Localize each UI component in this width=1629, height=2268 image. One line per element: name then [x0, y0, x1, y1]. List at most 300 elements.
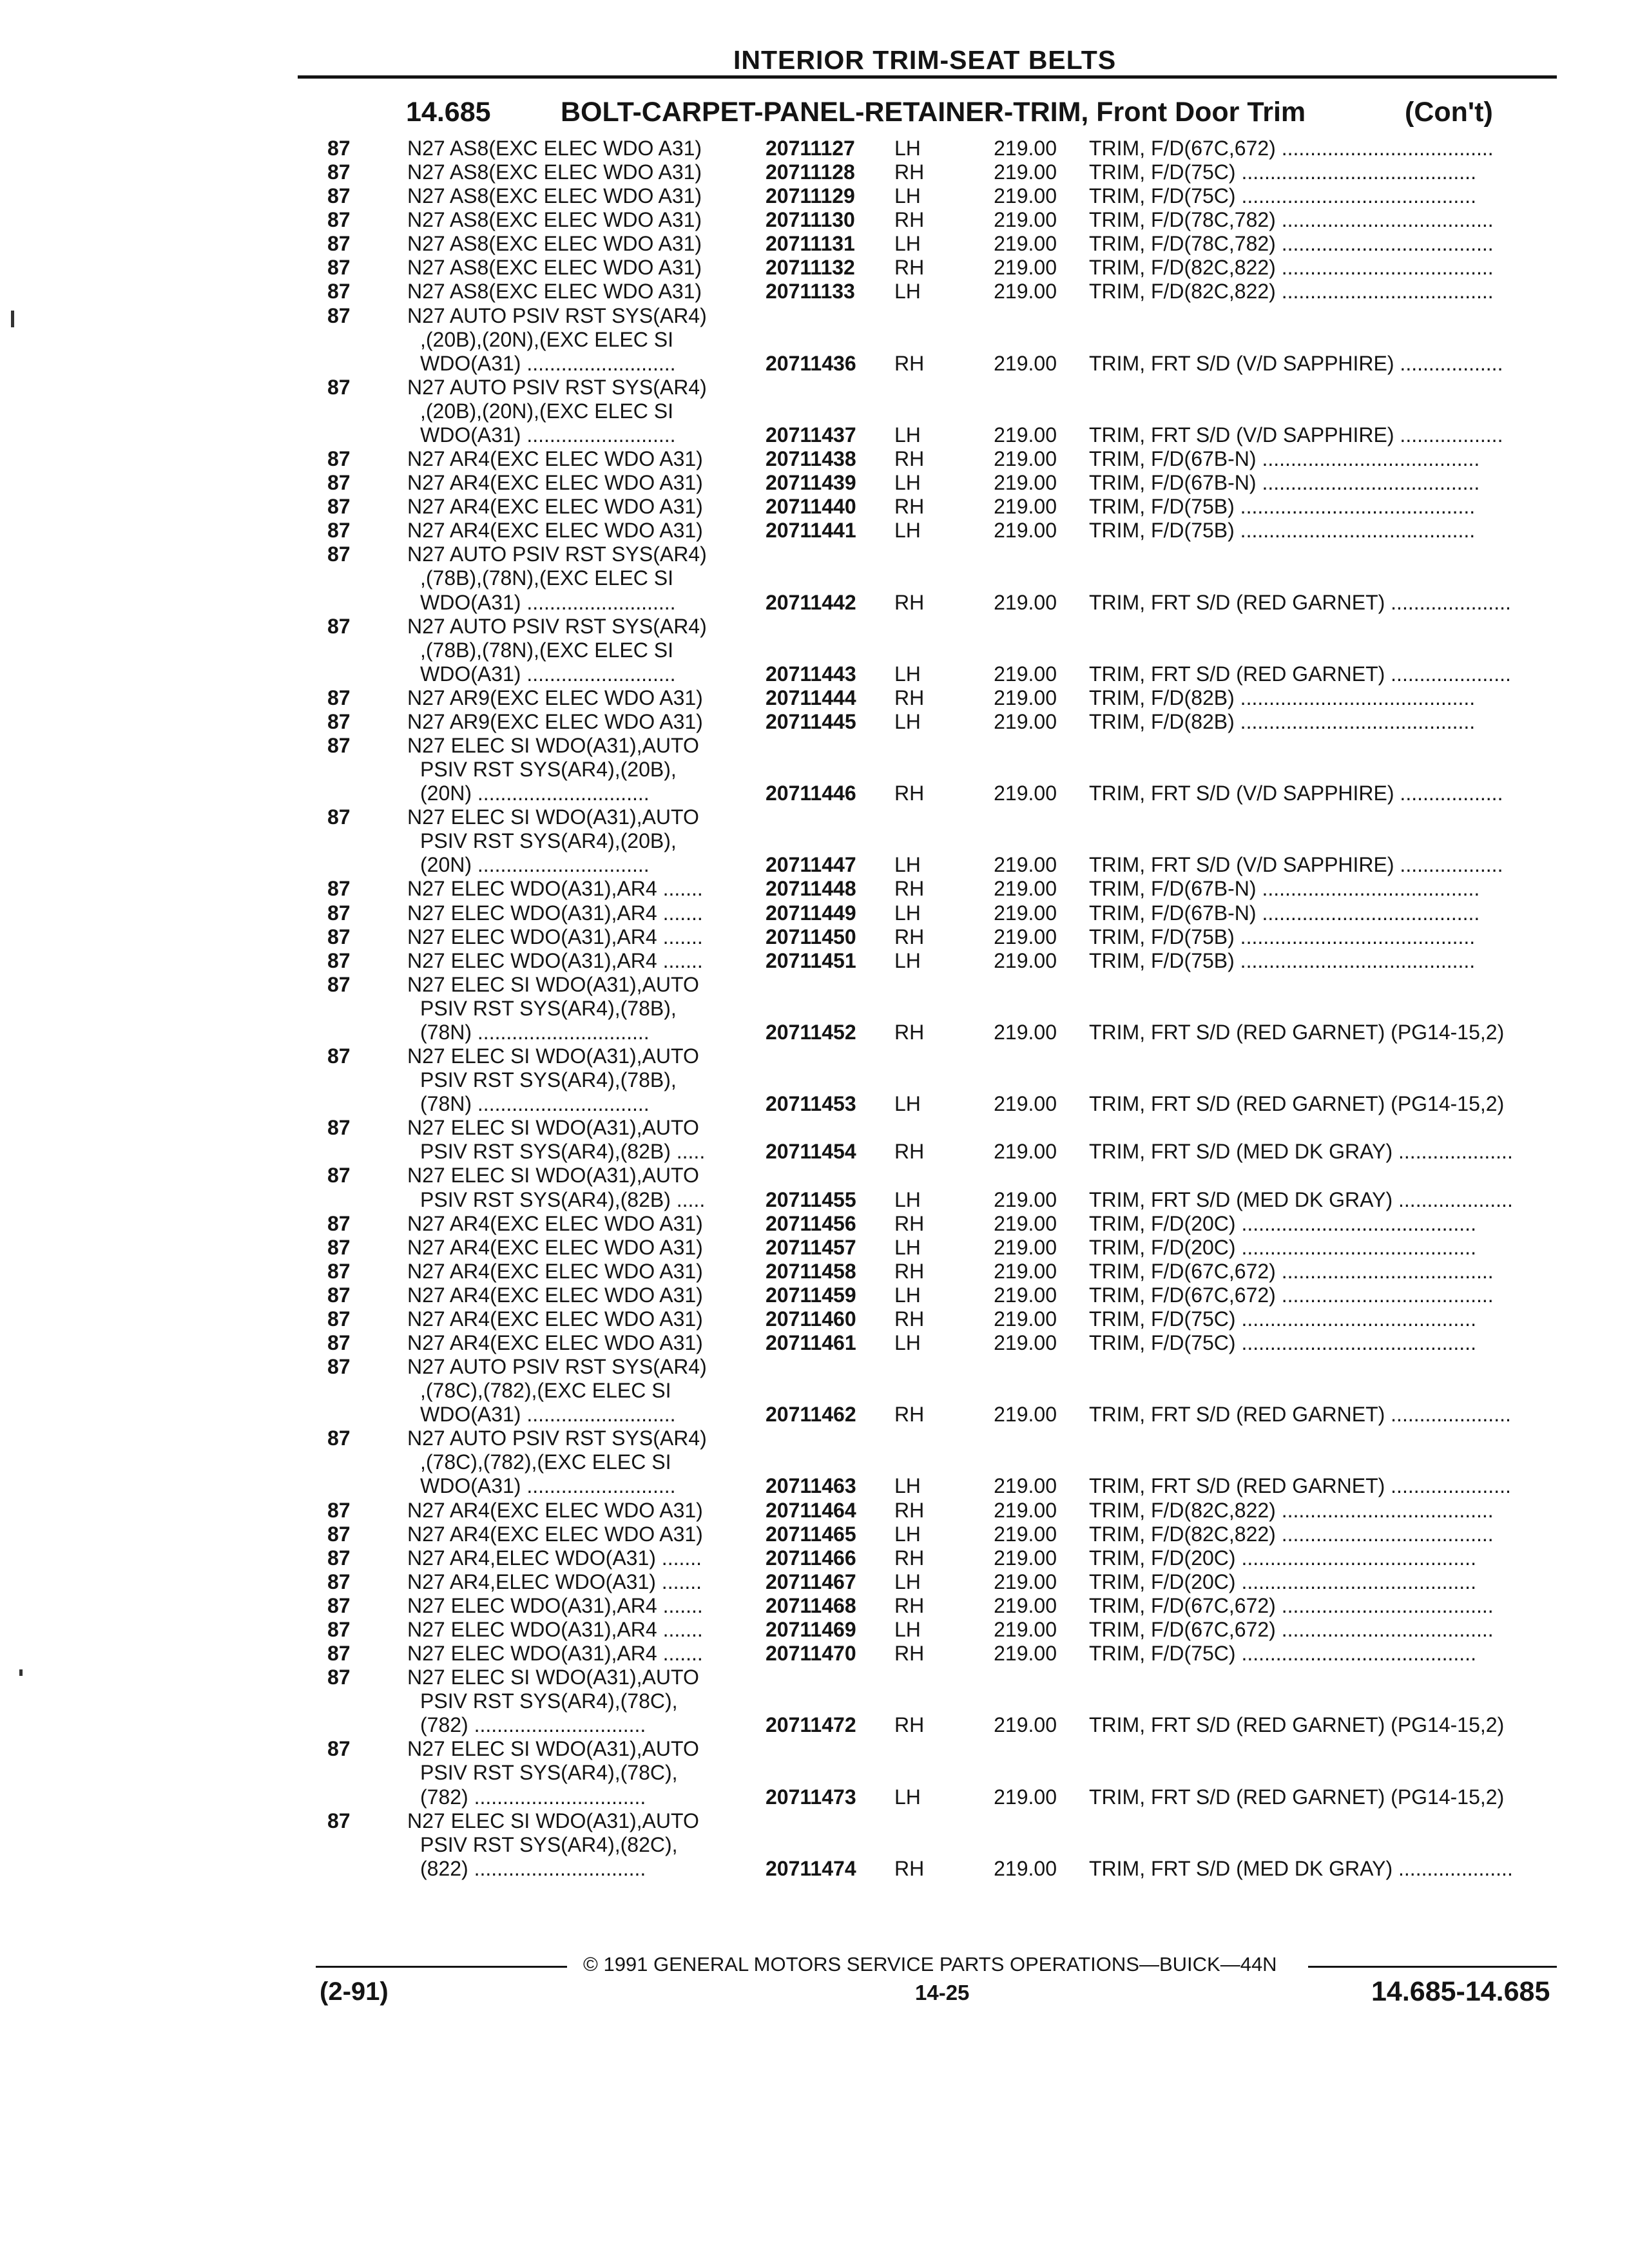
- row-description: PSIV RST SYS(AR4),(20B),: [420, 829, 677, 853]
- row-group-number: 87: [327, 1498, 351, 1522]
- row-part-number: 20711466: [766, 1546, 856, 1570]
- table-row: [0, 1761, 1629, 1785]
- row-description: N27 AR9(EXC ELEC WDO A31): [407, 686, 703, 709]
- row-group-number: 87: [327, 1737, 351, 1761]
- table-row: [0, 639, 1629, 662]
- row-price: 219.00: [994, 1856, 1057, 1880]
- row-trim-description: TRIM, F/D(67C,672) .....................................: [1089, 1617, 1494, 1641]
- row-side: LH: [894, 1522, 921, 1546]
- row-description: PSIV RST SYS(AR4),(78C),: [420, 1689, 678, 1713]
- row-description: PSIV RST SYS(AR4),(82C),: [420, 1832, 678, 1856]
- row-description: N27 ELEC SI WDO(A31),AUTO: [407, 734, 699, 757]
- row-side: LH: [894, 1187, 921, 1211]
- table-row: [0, 1666, 1629, 1689]
- table-row: [0, 1140, 1629, 1164]
- row-description: N27 AR4(EXC ELEC WDO A31): [407, 519, 703, 543]
- row-description: N27 AS8(EXC ELEC WDO A31): [407, 184, 702, 208]
- row-side: RH: [894, 590, 925, 614]
- row-part-number: 20711443: [766, 662, 856, 686]
- row-trim-description: TRIM, F/D(78C,782) .....................................: [1089, 208, 1494, 232]
- row-trim-description: TRIM, FRT S/D (V/D SAPPHIRE) ..................: [1089, 853, 1503, 877]
- table-row: [0, 1857, 1629, 1881]
- row-side: LH: [894, 948, 921, 972]
- section-number: 14.685: [406, 97, 491, 128]
- row-part-number: 20711470: [766, 1642, 856, 1666]
- row-group-number: 87: [327, 447, 351, 471]
- row-side: LH: [894, 1092, 921, 1116]
- table-row: [0, 1642, 1629, 1666]
- row-group-number: 87: [327, 1235, 351, 1259]
- table-row: [0, 901, 1629, 925]
- row-price: 219.00: [994, 709, 1057, 733]
- table-row: [0, 949, 1629, 973]
- table-row: [0, 805, 1629, 829]
- row-group-number: 87: [327, 972, 351, 996]
- row-trim-description: TRIM, F/D(20C) .........................................: [1089, 1570, 1476, 1593]
- row-description: N27 AR4(EXC ELEC WDO A31): [407, 1522, 703, 1546]
- table-row: [0, 1523, 1629, 1546]
- row-side: RH: [894, 1403, 925, 1427]
- row-part-number: 20711450: [766, 925, 856, 948]
- row-group-number: 87: [327, 303, 351, 327]
- row-trim-description: TRIM, F/D(78C,782) .....................................: [1089, 232, 1494, 256]
- row-part-number: 20711452: [766, 1020, 856, 1044]
- row-description: PSIV RST SYS(AR4),(20B),: [420, 758, 677, 782]
- row-trim-description: TRIM, F/D(67C,672) .....................................: [1089, 1283, 1494, 1307]
- row-trim-description: TRIM, FRT S/D (MED DK GRAY) ....................: [1089, 1856, 1513, 1880]
- row-group-number: 87: [327, 184, 351, 208]
- row-side: RH: [894, 351, 925, 375]
- row-side: LH: [894, 471, 921, 495]
- row-trim-description: TRIM, F/D(82C,822) .....................................: [1089, 1522, 1494, 1546]
- row-group-number: 87: [327, 160, 351, 184]
- row-description: ,(20B),(20N),(EXC ELEC SI: [420, 399, 673, 423]
- row-group-number: 87: [327, 877, 351, 901]
- row-trim-description: TRIM, F/D(67B-N) ......................................: [1089, 447, 1480, 471]
- row-part-number: 20711132: [766, 256, 855, 280]
- row-side: RH: [894, 1211, 925, 1235]
- row-trim-description: TRIM, F/D(75C) .........................................: [1089, 1331, 1476, 1354]
- row-part-number: 20711442: [766, 590, 856, 614]
- table-row: [0, 997, 1629, 1021]
- row-trim-description: TRIM, F/D(67C,672) .....................................: [1089, 1259, 1494, 1283]
- row-part-number: 20711131: [766, 232, 855, 256]
- row-price: 219.00: [994, 1713, 1057, 1737]
- row-price: 219.00: [994, 137, 1057, 160]
- row-group-number: 87: [327, 1427, 351, 1450]
- row-description: PSIV RST SYS(AR4),(78B),: [420, 1068, 677, 1092]
- table-row: [0, 973, 1629, 997]
- table-row: [0, 591, 1629, 615]
- row-side: LH: [894, 519, 921, 543]
- row-trim-description: TRIM, F/D(20C) .........................................: [1089, 1546, 1476, 1570]
- row-price: 219.00: [994, 782, 1057, 805]
- table-row: [0, 447, 1629, 471]
- row-price: 219.00: [994, 1570, 1057, 1593]
- scan-mark: [11, 311, 14, 327]
- row-price: 219.00: [994, 232, 1057, 256]
- row-price: 219.00: [994, 160, 1057, 184]
- row-side: RH: [894, 1713, 925, 1737]
- row-part-number: 20711459: [766, 1283, 856, 1307]
- row-part-number: 20711472: [766, 1713, 856, 1737]
- table-row: [0, 471, 1629, 495]
- row-price: 219.00: [994, 1331, 1057, 1354]
- row-group-number: 87: [327, 495, 351, 519]
- row-description: N27 ELEC SI WDO(A31),AUTO: [407, 1809, 699, 1832]
- row-description: N27 AR4(EXC ELEC WDO A31): [407, 1235, 703, 1259]
- table-row: [0, 543, 1629, 566]
- row-group-number: 87: [327, 280, 351, 303]
- row-side: LH: [894, 1474, 921, 1498]
- row-part-number: 20711446: [766, 782, 856, 805]
- row-description: (782) ..............................: [420, 1713, 646, 1737]
- row-price: 219.00: [994, 351, 1057, 375]
- table-row: [0, 352, 1629, 376]
- row-trim-description: TRIM, F/D(20C) .........................................: [1089, 1235, 1476, 1259]
- table-row: [0, 734, 1629, 758]
- row-description: N27 ELEC WDO(A31),AR4 .......: [407, 925, 703, 948]
- row-description: N27 AUTO PSIV RST SYS(AR4): [407, 303, 707, 327]
- row-price: 219.00: [994, 1259, 1057, 1283]
- row-price: 219.00: [994, 1235, 1057, 1259]
- row-side: LH: [894, 853, 921, 877]
- row-part-number: 20711127: [766, 137, 855, 160]
- row-description: N27 ELEC SI WDO(A31),AUTO: [407, 1164, 699, 1187]
- row-description: WDO(A31) ..........................: [420, 590, 676, 614]
- row-description: N27 AS8(EXC ELEC WDO A31): [407, 232, 702, 256]
- row-side: RH: [894, 1856, 925, 1880]
- row-side: LH: [894, 1235, 921, 1259]
- row-description: N27 AS8(EXC ELEC WDO A31): [407, 256, 702, 280]
- row-trim-description: TRIM, FRT S/D (RED GARNET) (PG14-15,2): [1089, 1092, 1505, 1116]
- row-side: RH: [894, 1498, 925, 1522]
- table-row: [0, 1546, 1629, 1570]
- row-trim-description: TRIM, FRT S/D (MED DK GRAY) ....................: [1089, 1187, 1513, 1211]
- row-description: N27 AR4(EXC ELEC WDO A31): [407, 1331, 703, 1354]
- row-part-number: 20711461: [766, 1331, 856, 1354]
- table-row: [0, 853, 1629, 877]
- row-price: 219.00: [994, 925, 1057, 948]
- row-trim-description: TRIM, F/D(75C) .........................................: [1089, 1642, 1476, 1666]
- row-side: RH: [894, 1593, 925, 1617]
- row-part-number: 20711439: [766, 471, 856, 495]
- row-part-number: 20711474: [766, 1856, 856, 1880]
- row-group-number: 87: [327, 1522, 351, 1546]
- row-part-number: 20711454: [766, 1140, 856, 1164]
- row-price: 219.00: [994, 1283, 1057, 1307]
- row-trim-description: TRIM, F/D(82B) .........................................: [1089, 686, 1476, 709]
- row-description: WDO(A31) ..........................: [420, 662, 676, 686]
- row-price: 219.00: [994, 1187, 1057, 1211]
- row-group-number: 87: [327, 1331, 351, 1354]
- table-row: [0, 495, 1629, 519]
- row-price: 219.00: [994, 662, 1057, 686]
- row-price: 219.00: [994, 948, 1057, 972]
- row-group-number: 87: [327, 208, 351, 232]
- row-part-number: 20711444: [766, 686, 856, 709]
- row-side: RH: [894, 208, 925, 232]
- row-description: N27 ELEC SI WDO(A31),AUTO: [407, 805, 699, 829]
- table-row: [0, 1403, 1629, 1427]
- table-row: [0, 1499, 1629, 1523]
- row-description: N27 AUTO PSIV RST SYS(AR4): [407, 543, 707, 566]
- row-trim-description: TRIM, F/D(20C) .........................................: [1089, 1211, 1476, 1235]
- table-row: [0, 1116, 1629, 1140]
- row-description: N27 ELEC WDO(A31),AR4 .......: [407, 1642, 703, 1666]
- row-trim-description: TRIM, F/D(67B-N) ......................................: [1089, 877, 1480, 901]
- row-part-number: 20711445: [766, 709, 856, 733]
- row-trim-description: TRIM, FRT S/D (MED DK GRAY) ....................: [1089, 1140, 1513, 1164]
- row-trim-description: TRIM, FRT S/D (RED GARNET) .....................: [1089, 1403, 1511, 1427]
- row-group-number: 87: [327, 1666, 351, 1689]
- row-price: 219.00: [994, 519, 1057, 543]
- row-description: N27 ELEC SI WDO(A31),AUTO: [407, 972, 699, 996]
- row-trim-description: TRIM, FRT S/D (RED GARNET) (PG14-15,2): [1089, 1785, 1505, 1809]
- row-trim-description: TRIM, FRT S/D (RED GARNET) .....................: [1089, 1474, 1511, 1498]
- row-description: N27 ELEC WDO(A31),AR4 .......: [407, 901, 703, 925]
- row-description: N27 AR4(EXC ELEC WDO A31): [407, 1211, 703, 1235]
- row-trim-description: TRIM, F/D(82C,822) .....................................: [1089, 1498, 1494, 1522]
- row-group-number: 87: [327, 1283, 351, 1307]
- table-row: [0, 1689, 1629, 1713]
- row-group-number: 87: [327, 1642, 351, 1666]
- row-side: RH: [894, 1546, 925, 1570]
- row-price: 219.00: [994, 1092, 1057, 1116]
- row-side: RH: [894, 1140, 925, 1164]
- row-description: PSIV RST SYS(AR4),(78C),: [420, 1761, 678, 1785]
- row-group-number: 87: [327, 1355, 351, 1379]
- row-price: 219.00: [994, 1211, 1057, 1235]
- row-group-number: 87: [327, 1259, 351, 1283]
- row-price: 219.00: [994, 590, 1057, 614]
- row-price: 219.00: [994, 208, 1057, 232]
- row-price: 219.00: [994, 853, 1057, 877]
- row-description: (20N) ..............................: [420, 782, 650, 805]
- table-row: [0, 877, 1629, 901]
- row-group-number: 87: [327, 734, 351, 757]
- row-description: ,(20B),(20N),(EXC ELEC SI: [420, 327, 673, 351]
- table-row: [0, 1307, 1629, 1331]
- table-row: [0, 662, 1629, 686]
- row-trim-description: TRIM, F/D(82C,822) .....................................: [1089, 256, 1494, 280]
- table-row: [0, 160, 1629, 184]
- row-description: (20N) ..............................: [420, 853, 650, 877]
- row-description: N27 AUTO PSIV RST SYS(AR4): [407, 1355, 707, 1379]
- row-group-number: 87: [327, 1617, 351, 1641]
- row-side: RH: [894, 1642, 925, 1666]
- row-side: LH: [894, 709, 921, 733]
- row-description: N27 AR4(EXC ELEC WDO A31): [407, 495, 703, 519]
- row-part-number: 20711130: [766, 208, 855, 232]
- row-part-number: 20711464: [766, 1498, 856, 1522]
- table-row: [0, 1594, 1629, 1618]
- table-row: [0, 1785, 1629, 1809]
- row-part-number: 20711467: [766, 1570, 856, 1593]
- row-trim-description: TRIM, FRT S/D (V/D SAPPHIRE) ..................: [1089, 782, 1503, 805]
- row-side: RH: [894, 782, 925, 805]
- table-row: [0, 232, 1629, 256]
- table-row: [0, 280, 1629, 303]
- row-trim-description: TRIM, F/D(67C,672) .....................................: [1089, 1593, 1494, 1617]
- row-trim-description: TRIM, F/D(75C) .........................................: [1089, 184, 1476, 208]
- row-price: 219.00: [994, 877, 1057, 901]
- row-part-number: 20711436: [766, 351, 856, 375]
- row-group-number: 87: [327, 1546, 351, 1570]
- row-description: N27 ELEC WDO(A31),AR4 .......: [407, 877, 703, 901]
- row-group-number: 87: [327, 686, 351, 709]
- table-row: [0, 256, 1629, 280]
- footer-copyright: © 1991 GENERAL MOTORS SERVICE PARTS OPERATIONS—BUICK—44N: [583, 1953, 1277, 1975]
- row-trim-description: TRIM, F/D(82C,822) .....................................: [1089, 280, 1494, 303]
- table-row: [0, 1331, 1629, 1355]
- row-group-number: 87: [327, 1570, 351, 1593]
- row-part-number: 20711460: [766, 1307, 856, 1331]
- row-price: 219.00: [994, 423, 1057, 447]
- row-trim-description: TRIM, F/D(82B) .........................................: [1089, 709, 1476, 733]
- row-group-number: 87: [327, 256, 351, 280]
- row-description: N27 ELEC SI WDO(A31),AUTO: [407, 1666, 699, 1689]
- row-group-number: 87: [327, 948, 351, 972]
- row-trim-description: TRIM, F/D(67B-N) ......................................: [1089, 471, 1480, 495]
- table-row: [0, 1260, 1629, 1283]
- table-row: [0, 1570, 1629, 1594]
- row-trim-description: TRIM, FRT S/D (V/D SAPPHIRE) ..................: [1089, 423, 1503, 447]
- table-row: [0, 829, 1629, 853]
- table-row: [0, 328, 1629, 352]
- table-row: [0, 1283, 1629, 1307]
- row-price: 219.00: [994, 471, 1057, 495]
- row-description: PSIV RST SYS(AR4),(82B) .....: [420, 1140, 706, 1164]
- row-group-number: 87: [327, 232, 351, 256]
- footer-date: (2-91): [320, 1977, 389, 2006]
- section-continued-label: (Con't): [1405, 97, 1493, 128]
- row-price: 219.00: [994, 1140, 1057, 1164]
- row-side: LH: [894, 1785, 921, 1809]
- row-price: 219.00: [994, 901, 1057, 925]
- row-group-number: 87: [327, 925, 351, 948]
- row-description: (822) ..............................: [420, 1856, 646, 1880]
- row-trim-description: TRIM, F/D(67C,672) .....................................: [1089, 137, 1494, 160]
- table-row: [0, 782, 1629, 805]
- row-side: RH: [894, 495, 925, 519]
- row-side: LH: [894, 1617, 921, 1641]
- row-group-number: 87: [327, 1116, 351, 1140]
- row-part-number: 20711469: [766, 1617, 856, 1641]
- row-price: 219.00: [994, 1546, 1057, 1570]
- row-trim-description: TRIM, FRT S/D (V/D SAPPHIRE) ..................: [1089, 351, 1503, 375]
- row-part-number: 20711441: [766, 519, 856, 543]
- row-part-number: 20711468: [766, 1593, 856, 1617]
- table-row: [0, 1236, 1629, 1260]
- row-price: 219.00: [994, 1642, 1057, 1666]
- row-side: LH: [894, 1570, 921, 1593]
- table-row: [0, 1713, 1629, 1737]
- row-description: (78N) ..............................: [420, 1092, 650, 1116]
- row-side: LH: [894, 662, 921, 686]
- table-row: [0, 1164, 1629, 1187]
- row-side: RH: [894, 925, 925, 948]
- row-group-number: 87: [327, 709, 351, 733]
- row-description: ,(78B),(78N),(EXC ELEC SI: [420, 638, 673, 662]
- row-description: PSIV RST SYS(AR4),(82B) .....: [420, 1187, 706, 1211]
- row-group-number: 87: [327, 805, 351, 829]
- row-part-number: 20711437: [766, 423, 856, 447]
- row-trim-description: TRIM, FRT S/D (RED GARNET) .....................: [1089, 662, 1511, 686]
- row-side: RH: [894, 877, 925, 901]
- table-row: [0, 615, 1629, 639]
- row-side: LH: [894, 280, 921, 303]
- row-part-number: 20711448: [766, 877, 856, 901]
- row-description: N27 AR4,ELEC WDO(A31) .......: [407, 1570, 702, 1593]
- row-side: LH: [894, 1283, 921, 1307]
- row-description: ,(78C),(782),(EXC ELEC SI: [420, 1450, 671, 1474]
- row-side: RH: [894, 160, 925, 184]
- table-row: [0, 376, 1629, 399]
- row-description: ,(78C),(782),(EXC ELEC SI: [420, 1379, 671, 1403]
- table-row: [0, 1021, 1629, 1044]
- row-part-number: 20711463: [766, 1474, 856, 1498]
- row-trim-description: TRIM, F/D(75B) .........................................: [1089, 948, 1476, 972]
- row-side: RH: [894, 447, 925, 471]
- row-price: 219.00: [994, 184, 1057, 208]
- table-row: [0, 1809, 1629, 1833]
- row-description: N27 AR4(EXC ELEC WDO A31): [407, 1283, 703, 1307]
- table-row: [0, 1833, 1629, 1857]
- row-part-number: 20711447: [766, 853, 856, 877]
- page-header-title: INTERIOR TRIM-SEAT BELTS: [733, 45, 1117, 75]
- table-row: [0, 1379, 1629, 1403]
- row-trim-description: TRIM, F/D(75C) .........................................: [1089, 1307, 1476, 1331]
- row-part-number: 20711453: [766, 1092, 856, 1116]
- row-price: 219.00: [994, 1307, 1057, 1331]
- row-part-number: 20711456: [766, 1211, 856, 1235]
- table-row: [0, 1092, 1629, 1116]
- row-part-number: 20711438: [766, 447, 856, 471]
- row-side: RH: [894, 256, 925, 280]
- row-part-number: 20711451: [766, 948, 856, 972]
- row-description: N27 ELEC WDO(A31),AR4 .......: [407, 1617, 703, 1641]
- scan-mark: [19, 1669, 23, 1676]
- row-group-number: 87: [327, 1044, 351, 1068]
- row-price: 219.00: [994, 1522, 1057, 1546]
- row-description: N27 AR4(EXC ELEC WDO A31): [407, 1307, 703, 1331]
- footer-rule-right: [1308, 1966, 1557, 1968]
- row-part-number: 20711457: [766, 1235, 856, 1259]
- row-part-number: 20711458: [766, 1259, 856, 1283]
- row-description: N27 AR4(EXC ELEC WDO A31): [407, 1259, 703, 1283]
- row-trim-description: TRIM, F/D(75B) .........................................: [1089, 495, 1476, 519]
- row-part-number: 20711129: [766, 184, 855, 208]
- row-group-number: 87: [327, 375, 351, 399]
- row-price: 219.00: [994, 1617, 1057, 1641]
- row-trim-description: TRIM, F/D(75C) .........................................: [1089, 160, 1476, 184]
- row-part-number: 20711465: [766, 1522, 856, 1546]
- row-price: 219.00: [994, 447, 1057, 471]
- table-row: [0, 1737, 1629, 1761]
- row-part-number: 20711455: [766, 1187, 856, 1211]
- row-group-number: 87: [327, 1307, 351, 1331]
- row-trim-description: TRIM, FRT S/D (RED GARNET) .....................: [1089, 590, 1511, 614]
- row-description: N27 ELEC SI WDO(A31),AUTO: [407, 1116, 699, 1140]
- row-side: RH: [894, 1020, 925, 1044]
- row-price: 219.00: [994, 1403, 1057, 1427]
- row-price: 219.00: [994, 686, 1057, 709]
- row-price: 219.00: [994, 280, 1057, 303]
- table-row: [0, 1044, 1629, 1068]
- row-description: N27 AR4(EXC ELEC WDO A31): [407, 447, 703, 471]
- table-row: [0, 566, 1629, 590]
